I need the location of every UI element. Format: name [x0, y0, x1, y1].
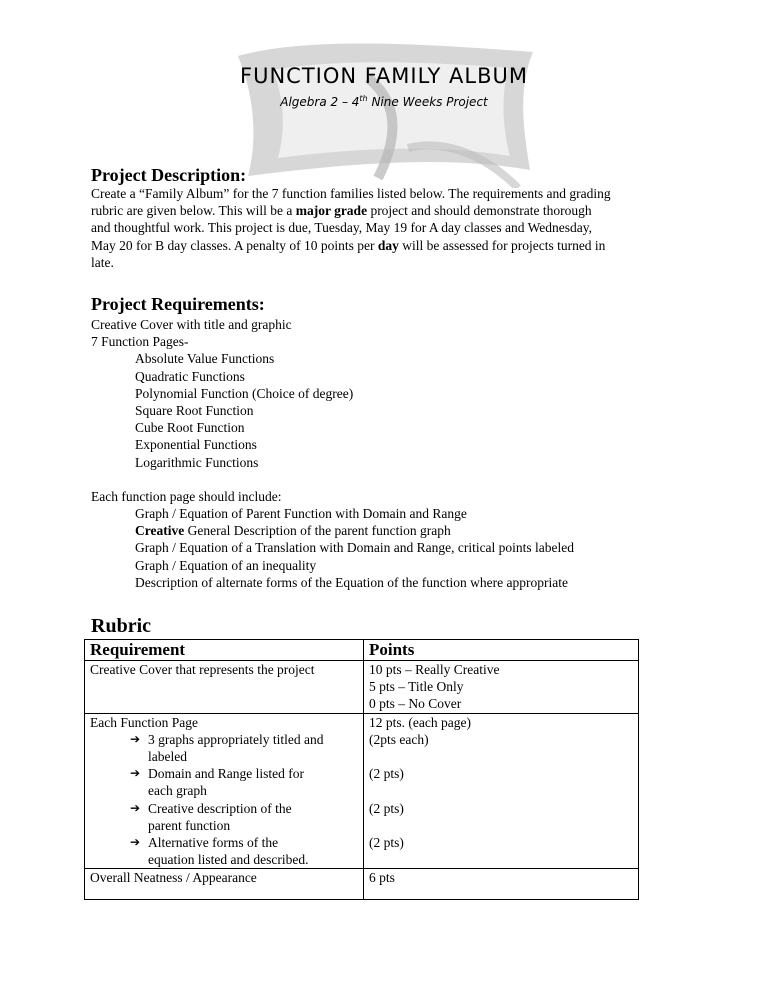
function-list-item: Logarithmic Functions — [135, 454, 259, 470]
rubric-subitem: ➔ Domain and Range listed for each graph — [130, 766, 304, 799]
page-subtitle: Algebra 2 – 4th Nine Weeks Project — [280, 94, 488, 109]
rubric-subitem: ➔ Alternative forms of the equation listed and described. — [130, 835, 309, 868]
right-arrow-icon: ➔ — [130, 835, 141, 850]
album-watermark-graphic — [218, 38, 548, 188]
project-description-heading: Project Description: — [91, 165, 247, 185]
rubric-subitem: ➔ Creative description of the parent function — [130, 800, 292, 833]
project-requirements-list: Creative Cover with title and graphic 7 Function Pages- Absolute Value Functions Quadratic Functions Polynomial Function (Choice of degree) Square Root Function Cube Root Function Exponential Functions Logarithmic Functions Each function page should include: Graph / Equation of Parent Function with Domain and Range Creative General Description of the parent function graph Graph / Equation of a Translation with Domain and Range, critical points labeled Graph / Equation of an inequality Description of alternate forms of the Equation of the function where appropriate — [91, 316, 691, 591]
table-row: Creative Cover that represents the project 10 pts – Really Creative 5 pts – Title Only 0 pts – No Cover — [85, 661, 639, 714]
rubric-heading: Rubric — [91, 615, 151, 637]
project-requirements-heading: Project Requirements: — [91, 294, 265, 314]
table-row: Each Function Page ➔ 3 graphs appropriately titled and labeled ➔ Domain and Range listed for each graph ➔ Creative description of the parent function ➔ Alternative forms of the equation listed and described. 12 pts. (each page) (2pts each) (2 pts) (2 pts) (2 pts) — [85, 713, 639, 869]
function-list-item: Cube Root Function — [135, 420, 245, 436]
function-list-item: Quadratic Functions — [135, 368, 245, 384]
rubric-subitem: ➔ 3 graphs appropriately titled and labeled — [130, 731, 324, 765]
right-arrow-icon: ➔ — [130, 800, 141, 815]
function-list-item: Exponential Functions — [135, 437, 257, 453]
right-arrow-icon: ➔ — [130, 766, 141, 781]
function-list-item: Square Root Function — [135, 402, 254, 418]
rubric-table — [84, 639, 639, 900]
function-list-item: Absolute Value Functions — [135, 351, 275, 367]
project-description-text: Create a “Family Album” for the 7 function families listed below. The requirements and grading rubric are given below. This will be a major grade project and should demonstrate thorough and thoughtful work. This project is due, Tuesday, May 19 for A day classes and Wednesday, May 20 for B day classes. A penalty of 10 points per day will be assessed for projects turned in late. — [91, 186, 611, 270]
right-arrow-icon: ➔ — [130, 731, 141, 746]
table-row: Overall Neatness / Appearance 6 pts — [85, 869, 639, 900]
rubric-col-requirement: Requirement — [85, 640, 364, 661]
function-list-item: Polynomial Function (Choice of degree) — [135, 385, 354, 401]
rubric-header-row — [85, 640, 639, 661]
rubric-col-points: Points — [364, 640, 639, 661]
page-title: FUNCTION FAMILY ALBUM — [240, 64, 528, 88]
